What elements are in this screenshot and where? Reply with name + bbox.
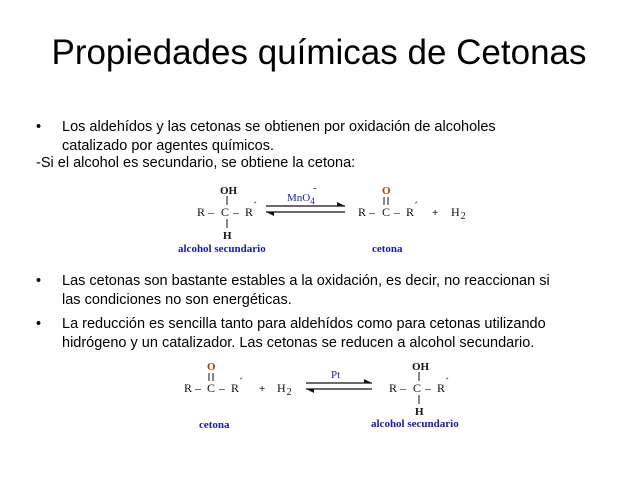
alcohol-label: alcohol secundario bbox=[371, 418, 459, 430]
bond-dash: – bbox=[208, 205, 214, 219]
hydroxyl-group: OH bbox=[220, 185, 238, 197]
carbon-atom: C bbox=[382, 205, 391, 219]
slide-title: Propiedades químicas de Cetonas bbox=[51, 33, 587, 72]
r-group: R bbox=[358, 205, 367, 219]
reagent-mno: MnO$_4$ bbox=[287, 192, 315, 206]
oxygen-atom: O bbox=[382, 185, 391, 197]
bond-dash: – bbox=[425, 381, 431, 395]
ketone-label: cetona bbox=[372, 243, 403, 255]
prime-mark: ´ bbox=[239, 375, 243, 389]
r-prime-group: R bbox=[406, 205, 415, 219]
hydrogen-molecule: $H_2$ bbox=[277, 381, 292, 398]
reverse-arrowhead bbox=[306, 389, 314, 393]
r-group: R bbox=[197, 205, 206, 219]
reaction-1 bbox=[178, 182, 466, 255]
ketone-label: cetona bbox=[199, 419, 230, 431]
forward-arrowhead bbox=[364, 379, 372, 383]
r-group: R bbox=[184, 381, 193, 395]
carbon-atom: C bbox=[221, 205, 230, 219]
bond-dash: – bbox=[400, 381, 406, 395]
catalyst-label: Pt bbox=[331, 369, 341, 381]
prime-mark: ´ bbox=[414, 199, 418, 213]
reverse-arrowhead bbox=[266, 212, 274, 216]
bullet-text: Las cetonas son bastante estables a la oxidación, es decir, no reaccionan si las condiciones no son energéticas. bbox=[62, 273, 550, 308]
oxygen-atom: O bbox=[207, 361, 216, 373]
alcohol-label: alcohol secundario bbox=[178, 243, 266, 255]
bond-dash: – bbox=[195, 381, 201, 395]
prime-mark: ´ bbox=[445, 375, 449, 389]
bullet-marker: • bbox=[36, 273, 42, 289]
r-prime-group: R bbox=[437, 381, 446, 395]
bond-dash: – bbox=[394, 205, 400, 219]
prime-mark: ´ bbox=[253, 199, 257, 213]
bullet-marker: • bbox=[36, 316, 42, 332]
bullet-text: La reducción es sencilla tanto para aldehídos como para cetonas utilizando hidrógeno y un catalizador. Las cetonas se reducen a alcohol secundario. bbox=[62, 316, 546, 351]
plus-sign: + bbox=[259, 383, 266, 395]
carbon-atom: C bbox=[207, 381, 216, 395]
forward-arrowhead bbox=[337, 202, 345, 206]
intro-line: -Si el alcohol es secundario, se obtiene la cetona: bbox=[36, 155, 356, 171]
reaction-2 bbox=[184, 361, 459, 431]
hydrogen-atom: H bbox=[223, 230, 232, 242]
hydrogen-atom: H bbox=[415, 406, 424, 418]
bond-dash: – bbox=[219, 381, 225, 395]
bond-dash: – bbox=[233, 205, 239, 219]
bond-dash: – bbox=[369, 205, 375, 219]
r-group: R bbox=[389, 381, 398, 395]
plus-sign: + bbox=[432, 207, 439, 219]
r-prime-group: R bbox=[231, 381, 240, 395]
carbon-atom: C bbox=[413, 381, 422, 395]
bullet-marker: • bbox=[36, 119, 42, 135]
reagent-charge: - bbox=[313, 182, 317, 194]
r-prime-group: R bbox=[245, 205, 254, 219]
hydroxyl-group: OH bbox=[412, 361, 430, 373]
hydrogen-molecule: $H_2$ bbox=[451, 205, 466, 222]
bullet-text: Los aldehídos y las cetonas se obtienen por oxidación de alcoholes catalizado por agentes químicos. bbox=[62, 119, 496, 154]
